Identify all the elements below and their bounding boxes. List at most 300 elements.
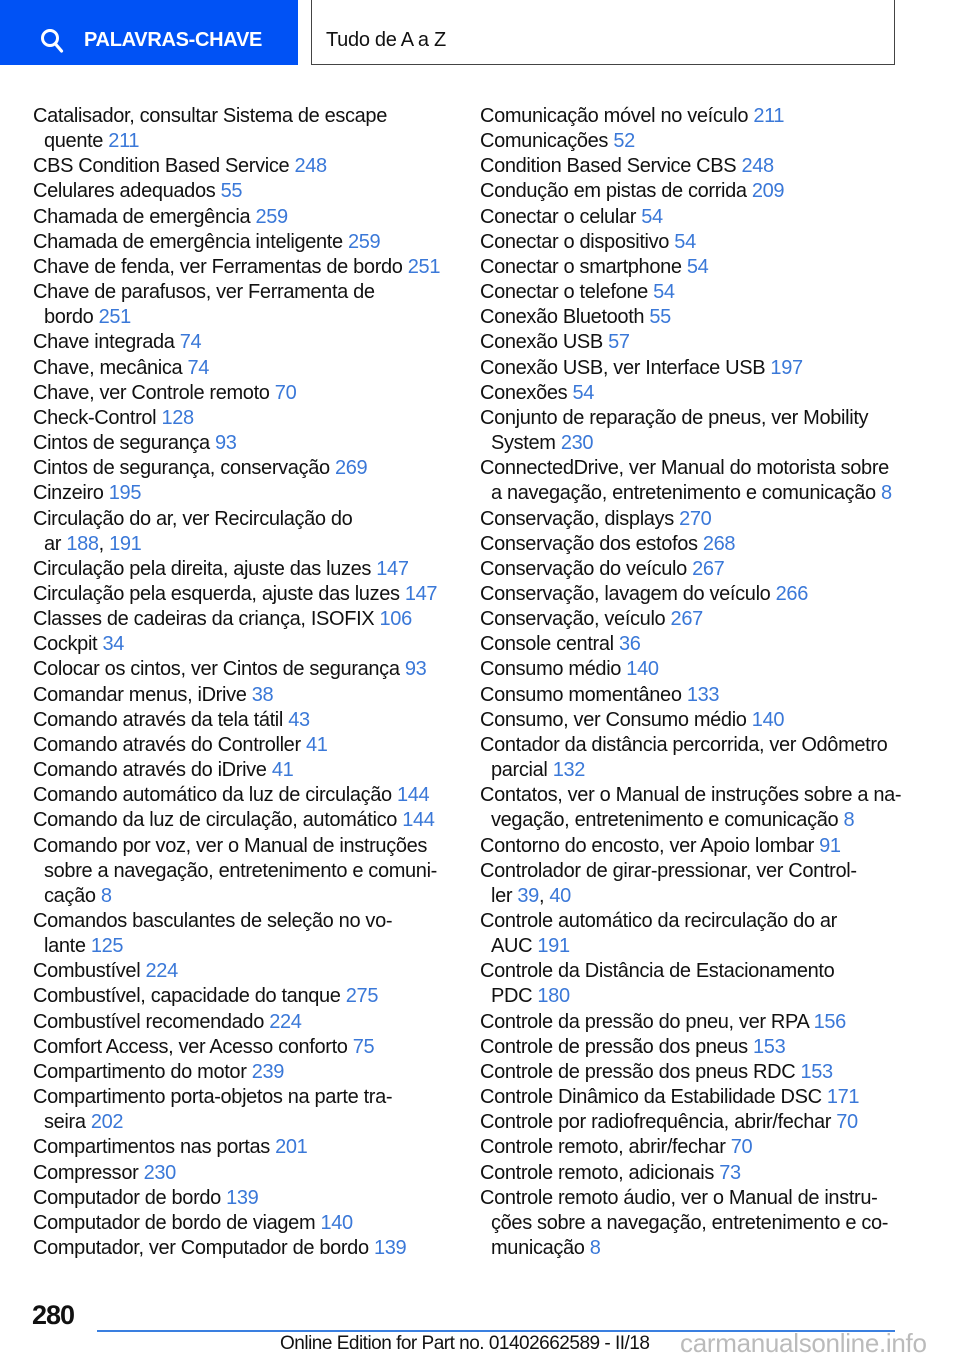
index-entry-line [480, 1161, 940, 1186]
page-link[interactable]: 269 [334, 457, 368, 480]
index-entry [480, 1161, 940, 1186]
index-term: Controlador de girar-pressionar, ver Control- [480, 859, 857, 882]
index-entry [33, 1035, 453, 1060]
index-entry-line [33, 557, 453, 582]
index-entry [33, 104, 453, 154]
index-entry-line [33, 129, 453, 154]
index-entry-line [480, 708, 940, 733]
index-entry-line [480, 1035, 940, 1060]
index-entry [480, 507, 940, 532]
index-term: Controle remoto áudio, ver o Manual de instru- [480, 1186, 878, 1209]
index-term: Cockpit [33, 633, 98, 656]
page-link[interactable]: 202 [90, 1111, 124, 1134]
page-link[interactable]: 38 [251, 683, 274, 706]
index-term: ler [491, 884, 513, 907]
page-link[interactable]: 259 [348, 230, 381, 253]
a-to-z-tab[interactable] [311, 0, 895, 65]
page-link[interactable]: 55 [649, 306, 671, 329]
index-term: Chamada de emergência [33, 205, 251, 228]
index-term: Comando da luz de circulação, automático [33, 809, 397, 832]
page-link[interactable]: 106 [379, 608, 412, 631]
index-term: Chave integrada [33, 331, 175, 354]
page-link[interactable]: 52 [613, 130, 635, 153]
index-term: Controle Dinâmico da Estabilidade DSC [480, 1086, 822, 1109]
page-link[interactable]: 248 [741, 155, 774, 178]
index-entry [33, 758, 453, 783]
index-term: CBS Condition Based Service [33, 155, 290, 178]
index-term: Chave, ver Controle remoto [33, 381, 270, 404]
index-term: Controle remoto, abrir/fechar [480, 1136, 726, 1159]
page-number: 280 [32, 1300, 75, 1330]
index-entry [33, 808, 453, 833]
index-entry [480, 1110, 940, 1135]
index-entry-line [33, 708, 453, 733]
index-entry [480, 381, 940, 406]
index-term: Cintos de segurança [33, 432, 210, 455]
index-entry [480, 733, 940, 783]
index-entry [480, 456, 940, 506]
page-link[interactable]: 259 [255, 205, 288, 228]
page-link[interactable]: 74 [179, 331, 202, 354]
page-link[interactable]: 128 [161, 406, 194, 429]
index-entry-line [480, 406, 940, 431]
index-term: Circulação pela esquerda, ajuste das luzes [33, 582, 400, 605]
index-entry-line [480, 179, 940, 204]
index-entry-line [480, 783, 940, 808]
index-term: Conservação, displays [480, 507, 674, 530]
page-link[interactable]: 54 [572, 381, 595, 404]
page-link[interactable]: 153 [800, 1060, 833, 1083]
index-entry-line [33, 808, 453, 833]
index-entry-line [33, 1085, 453, 1110]
index-entry-line [33, 884, 453, 909]
page-link[interactable]: 8 [589, 1237, 601, 1260]
index-entry-line [480, 1085, 940, 1110]
page-link[interactable]: 34 [102, 633, 125, 656]
index-entry-line [480, 205, 940, 230]
page-link[interactable]: 230 [560, 432, 594, 455]
index-entry [33, 582, 453, 607]
index-entry [480, 708, 940, 733]
index-term: Catalisador, consultar Sistema de escape [33, 105, 387, 127]
index-term: ar [44, 532, 62, 555]
index-entry [480, 179, 940, 204]
index-term: Conjunto de reparação de pneus, ver Mobility [480, 406, 869, 429]
index-entry [480, 683, 940, 708]
index-entry [33, 557, 453, 582]
index-entry-line [33, 959, 453, 984]
index-entry [33, 481, 453, 506]
page-link[interactable]: 36 [618, 633, 641, 656]
page-link[interactable]: 201 [275, 1136, 308, 1159]
index-entry-line [480, 255, 940, 280]
index-term: sobre a navegação, entretenimento e comuni- [44, 859, 437, 882]
index-term: Comfort Access, ver Acesso conforto [33, 1035, 348, 1058]
index-entry-line [33, 179, 453, 204]
index-term: parcial [491, 759, 548, 782]
keywords-tab[interactable] [0, 0, 298, 65]
page-link[interactable]: 93 [215, 432, 237, 455]
index-entry-line [480, 984, 940, 1009]
index-entry [480, 1135, 940, 1160]
page-link[interactable]: 140 [320, 1211, 353, 1234]
index-term: Chave de parafusos, ver Ferramenta de [33, 281, 375, 304]
index-entry-line [33, 733, 453, 758]
index-entry-line [33, 607, 453, 632]
page-link[interactable]: 251 [407, 255, 441, 278]
index-term: Controle automático da recirculação do ar [480, 910, 837, 932]
page-link[interactable]: 93 [404, 658, 427, 681]
index-term: Conexão USB, ver Interface USB [480, 356, 766, 379]
index-entry-line [33, 683, 453, 708]
index-term: Controle da Distância de Estacionamento [480, 960, 835, 983]
index-term: Controle da pressão do pneu, ver RPA [480, 1010, 809, 1033]
index-term: Conexões [480, 381, 568, 404]
index-entry [33, 1085, 453, 1135]
page-link[interactable]: 211 [753, 105, 785, 127]
page-link[interactable]: 230 [143, 1161, 176, 1184]
index-term: Controle por radiofrequência, abrir/fechar [480, 1111, 832, 1134]
page-link[interactable]: 54 [653, 281, 675, 304]
page-link[interactable]: 8 [843, 809, 855, 832]
index-entry [480, 909, 940, 959]
index-entry [33, 909, 453, 959]
index-entry-line [480, 557, 940, 582]
page-link[interactable]: 251 [98, 306, 131, 329]
page-link[interactable]: 153 [753, 1035, 786, 1058]
index-entry-line [480, 230, 940, 255]
page-link[interactable]: 248 [294, 155, 327, 178]
index-term: Comunicação móvel no veículo [480, 105, 749, 127]
index-term: Celulares adequados [33, 180, 216, 203]
index-entry-line [480, 1060, 940, 1085]
page-link[interactable]: 43 [288, 708, 310, 731]
page-link[interactable]: 209 [751, 180, 785, 203]
index-term: Console central [480, 633, 614, 656]
index-term: Circulação do ar, ver Recirculação do [33, 507, 353, 530]
index-entry-line [33, 1236, 453, 1261]
index-term: Compartimento porta-objetos na parte tra- [33, 1086, 393, 1109]
index-term: Circulação pela direita, ajuste das luzes [33, 557, 372, 580]
index-entry [480, 1186, 940, 1261]
index-entry [480, 632, 940, 657]
index-term: Combustível [33, 960, 141, 983]
page-link[interactable]: 41 [306, 733, 328, 756]
index-entry-line [480, 733, 940, 758]
index-entry-line [480, 934, 940, 959]
a-to-z-tab-label: Tudo de A a Z [326, 28, 446, 51]
index-entry [480, 1060, 940, 1085]
index-term: Consumo, ver Consumo médio [480, 708, 747, 731]
index-entry-line [33, 1010, 453, 1035]
index-entry-line [33, 758, 453, 783]
index-term: Combustível, capacidade do tanque [33, 985, 341, 1008]
page-link[interactable]: 197 [770, 356, 803, 379]
index-term: Chave, mecânica [33, 356, 183, 379]
index-entry-line [33, 657, 453, 682]
page-link[interactable]: 147 [376, 557, 409, 580]
index-entry [480, 406, 940, 456]
index-entry-line [33, 154, 453, 179]
page-link[interactable]: 156 [813, 1010, 846, 1033]
index-term: cação [44, 884, 96, 907]
index-term: Comandar menus, iDrive [33, 683, 247, 706]
index-term: Computador de bordo de viagem [33, 1211, 316, 1234]
index-entry [33, 984, 453, 1009]
index-entry-line [33, 381, 453, 406]
index-entry [33, 456, 453, 481]
index-term: ConnectedDrive, ver Manual do motorista sobre [480, 457, 889, 480]
index-entry [33, 1186, 453, 1211]
index-term: Conservação, veículo [480, 608, 666, 631]
index-entry [480, 607, 940, 632]
page-link[interactable]: 144 [397, 784, 430, 807]
index-entry [33, 154, 453, 179]
index-entry [33, 1161, 453, 1186]
index-term: Condução em pistas de corrida [480, 180, 747, 203]
page-link[interactable]: 75 [352, 1035, 375, 1058]
index-entry [480, 1085, 940, 1110]
index-term: Check-Control [33, 406, 157, 429]
index-term: Colocar os cintos, ver Cintos de segurança [33, 658, 400, 681]
index-entry [33, 657, 453, 682]
index-term: Comando através do iDrive [33, 759, 267, 782]
page-link[interactable]: 144 [402, 809, 435, 832]
index-term: Cinzeiro [33, 482, 104, 505]
index-term: vegação, entretenimento e comunicação [491, 809, 839, 832]
page-link[interactable]: 211 [108, 130, 140, 153]
page-link[interactable]: 8 [100, 884, 112, 907]
index-entry-line [480, 909, 940, 934]
index-entry [480, 1035, 940, 1060]
index-term: Computador, ver Computador de bordo [33, 1237, 369, 1260]
index-term: seira [44, 1111, 86, 1134]
index-entry [33, 431, 453, 456]
page-link[interactable]: 54 [641, 205, 663, 228]
index-entry [480, 859, 940, 909]
index-entry [480, 129, 940, 154]
index-entry-line [33, 783, 453, 808]
search-icon [40, 28, 64, 54]
index-entry [480, 783, 940, 833]
index-term: municação [491, 1237, 585, 1260]
index-entry [480, 959, 940, 1009]
index-entry-line [33, 406, 453, 431]
page-link[interactable]: 70 [274, 381, 297, 404]
page-link[interactable]: 275 [345, 985, 379, 1008]
page-link[interactable]: 147 [404, 582, 438, 605]
index-entry-line [480, 481, 940, 506]
index-column-left [33, 104, 453, 1261]
index-term: Comunicações [480, 130, 609, 153]
index-entry-line [33, 104, 453, 129]
index-entry [33, 330, 453, 355]
index-term: AUC [491, 935, 533, 958]
index-entry-line [480, 456, 940, 481]
index-entry [33, 255, 453, 280]
page-link[interactable]: 268 [702, 532, 736, 555]
index-term: quente [44, 130, 104, 153]
index-term: Controle de pressão dos pneus [480, 1035, 748, 1058]
page-link[interactable]: 139 [226, 1186, 259, 1209]
edition-note: Online Edition for Part no. 01402662589 - II/18 [280, 1333, 650, 1354]
index-entry-line [480, 381, 940, 406]
page-link[interactable]: 39 [517, 884, 539, 907]
index-term: a navegação, entretenimento e comunicação [491, 482, 876, 505]
index-entry-line [480, 859, 940, 884]
index-entry [480, 1010, 940, 1035]
index-entry-line [480, 305, 940, 330]
index-entry [33, 230, 453, 255]
index-entry-line [480, 431, 940, 456]
index-entry-line [480, 607, 940, 632]
index-term: bordo [44, 306, 94, 329]
index-term: PDC [491, 985, 533, 1008]
index-entry [33, 1060, 453, 1085]
index-term: Conectar o dispositivo [480, 230, 670, 253]
page-link[interactable]: 54 [674, 230, 696, 253]
page-link[interactable]: 191 [109, 532, 142, 555]
page-link[interactable]: 140 [626, 658, 659, 681]
index-term: Conexão USB [480, 331, 603, 354]
page-link[interactable]: 266 [775, 582, 808, 605]
index-entry [480, 557, 940, 582]
page-link[interactable]: 140 [751, 708, 785, 731]
index-entry [480, 255, 940, 280]
index-entry-line [480, 129, 940, 154]
index-entry-line [33, 582, 453, 607]
page-link[interactable]: 91 [819, 834, 841, 857]
index-entry-line [33, 230, 453, 255]
watermark: carmanualsonline.info [680, 1328, 927, 1358]
page-link[interactable]: 70 [730, 1136, 753, 1159]
index-term: Conservação do veículo [480, 557, 687, 580]
index-entry [33, 280, 453, 330]
index-entry [480, 532, 940, 557]
index-term: Conectar o telefone [480, 281, 648, 304]
index-entry [480, 330, 940, 355]
index-entry-line [33, 1211, 453, 1236]
index-term: Conectar o smartphone [480, 255, 682, 278]
index-entry-line [480, 532, 940, 557]
index-term: Comandos basculantes de seleção no vo- [33, 910, 393, 932]
page-link[interactable]: 8 [881, 482, 892, 505]
index-entry-line [33, 456, 453, 481]
index-entry [33, 683, 453, 708]
index-entry-line [480, 834, 940, 859]
index-term: Classes de cadeiras da criança, ISOFIX [33, 608, 375, 631]
index-entry-line [33, 330, 453, 355]
index-entry-line [33, 356, 453, 381]
index-entry [480, 104, 940, 129]
page-link[interactable]: 267 [692, 557, 725, 580]
index-term: Compartimento do motor [33, 1060, 247, 1083]
index-term: Combustível recomendado [33, 1010, 264, 1033]
index-entry-line [33, 984, 453, 1009]
index-term: Contador da distância percorrida, ver Odômetro [480, 733, 888, 756]
page-link[interactable]: 270 [679, 507, 712, 530]
index-term: Comando automático da luz de circulação [33, 784, 392, 807]
index-entry [480, 230, 940, 255]
page-link[interactable]: 139 [373, 1237, 407, 1260]
index-entry-line [33, 305, 453, 330]
page-link[interactable]: 132 [552, 759, 586, 782]
keywords-tab-label: PALAVRAS-CHAVE [84, 29, 263, 51]
index-entry-line [480, 1211, 940, 1236]
index-term: Conservação dos estofos [480, 532, 698, 555]
index-term: Comando por voz, ver o Manual de instruções [33, 834, 428, 857]
index-entry [33, 1010, 453, 1035]
index-entry-line [33, 205, 453, 230]
page-link[interactable]: 54 [686, 255, 709, 278]
page-link[interactable]: 73 [719, 1161, 741, 1184]
index-entry-line [480, 330, 940, 355]
index-entry [33, 406, 453, 431]
page-link[interactable]: 40 [549, 884, 571, 907]
page-link[interactable]: 180 [537, 985, 570, 1008]
index-entry [480, 356, 940, 381]
index-term: Consumo médio [480, 658, 622, 681]
page-link[interactable]: 133 [686, 683, 720, 706]
index-term: ções sobre a navegação, entretenimento e co- [491, 1211, 889, 1234]
page-link[interactable]: 188 [66, 532, 99, 555]
index-entry [33, 607, 453, 632]
index-entry [33, 1211, 453, 1236]
index-term: Compressor [33, 1161, 139, 1184]
index-entry [33, 834, 453, 909]
index-entry-line [480, 657, 940, 682]
index-term: Cintos de segurança, conservação [33, 457, 330, 480]
page-link[interactable]: 74 [187, 356, 210, 379]
index-entry-line [33, 507, 453, 532]
index-entry [33, 733, 453, 758]
page-link[interactable]: 224 [269, 1010, 302, 1033]
index-entry-line [33, 1035, 453, 1060]
index-term: Comando através da tela tátil [33, 708, 283, 731]
index-entry-line [33, 834, 453, 859]
page-link[interactable]: 195 [108, 482, 142, 505]
index-entry-line [33, 1135, 453, 1160]
index-entry [33, 959, 453, 984]
index-entry-line [33, 632, 453, 657]
index-entry-line [480, 632, 940, 657]
page-link[interactable]: 224 [145, 960, 178, 983]
page-link[interactable]: 171 [826, 1086, 860, 1109]
index-term: Compartimentos nas portas [33, 1136, 270, 1159]
index-term: Conexão Bluetooth [480, 306, 645, 329]
index-entry-line [480, 1236, 940, 1261]
page-link[interactable]: 41 [271, 759, 294, 782]
index-term: Chamada de emergência inteligente [33, 230, 343, 253]
page-link[interactable]: 267 [670, 608, 703, 631]
index-entry [480, 582, 940, 607]
index-term: Comando através do Controller [33, 733, 301, 756]
index-term: Chave de fenda, ver Ferramentas de bordo [33, 255, 403, 278]
index-entry [33, 632, 453, 657]
index-entry-line [33, 934, 453, 959]
page-link[interactable]: 191 [537, 935, 570, 958]
index-entry-line [33, 1060, 453, 1085]
index-entry [33, 507, 453, 557]
index-term: Consumo momentâneo [480, 683, 682, 706]
page-link[interactable]: 57 [608, 331, 630, 354]
index-entry-line [33, 1161, 453, 1186]
page-link[interactable]: 239 [251, 1060, 285, 1083]
page-link[interactable]: 70 [836, 1111, 858, 1134]
page-link[interactable]: 55 [220, 180, 243, 203]
index-entry [480, 305, 940, 330]
page-link[interactable]: 125 [90, 935, 124, 958]
